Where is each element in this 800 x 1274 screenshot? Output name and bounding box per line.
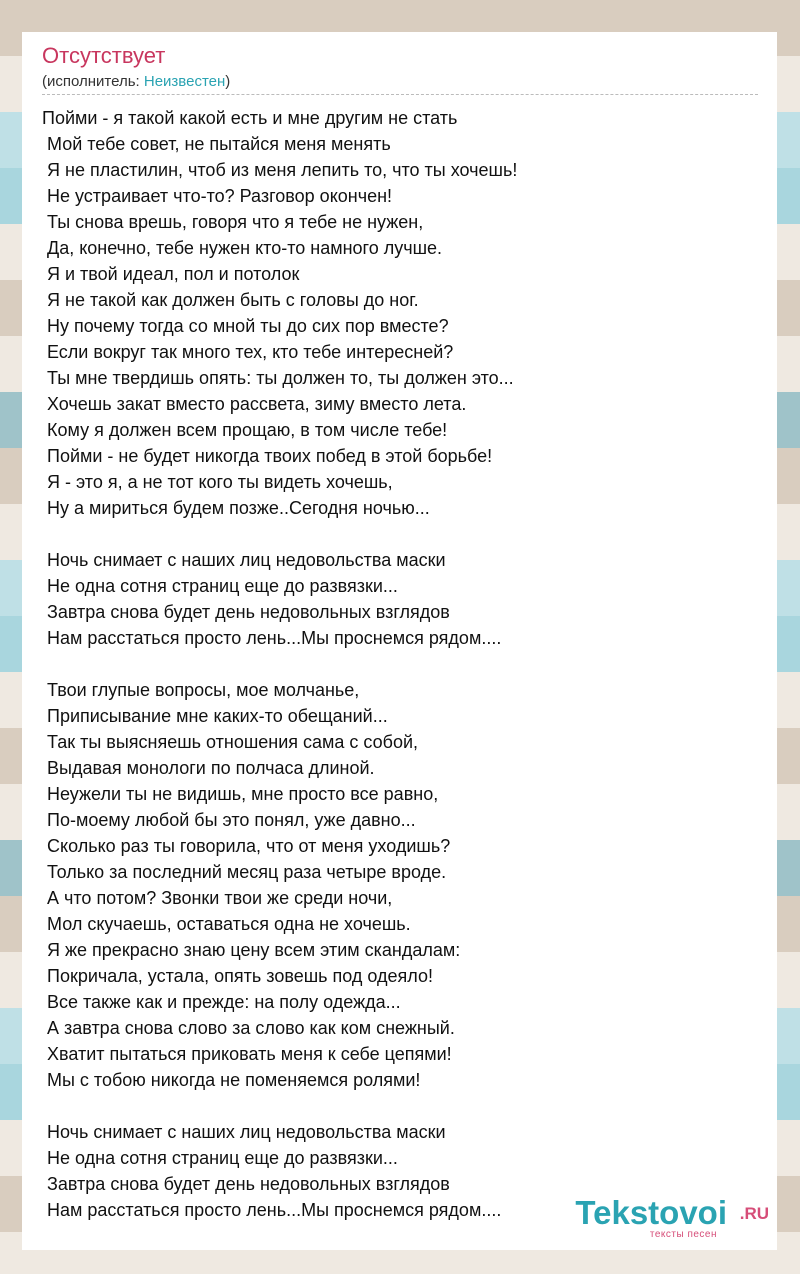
lyric-line: Сколько раз ты говорила, что от меня уходишь? (42, 836, 451, 856)
lyric-line: Хватит пытаться приковать меня к себе цепями! (42, 1044, 452, 1064)
lyric-line: Твои глупые вопросы, мое молчанье, (42, 680, 360, 700)
lyric-line: Я и твой идеал, пол и потолок (42, 264, 300, 284)
lyric-line (42, 1093, 517, 1119)
lyric-line: Я же прекрасно знаю цену всем этим скандалам: (42, 940, 461, 960)
lyric-line: Я не пластилин, чтоб из меня лепить то, что ты хочешь! (42, 160, 518, 180)
lyric-line: Да, конечно, тебе нужен кто-то намного лучше. (42, 238, 443, 258)
site-logo[interactable] (557, 1194, 777, 1242)
lyrics-card (22, 32, 777, 1250)
logo-name: Tekstovoi (575, 1194, 727, 1231)
lyric-line: Мол скучаешь, оставаться одна не хочешь. (42, 914, 411, 934)
lyric-line: Ну почему тогда со мной ты до сих пор вместе? (42, 316, 449, 336)
lyric-line: Ну а мириться будем позже..Сегодня ночью... (42, 498, 430, 518)
lyric-line: Завтра снова будет день недовольных взглядов (42, 1174, 450, 1194)
lyric-line: Мой тебе совет, не пытайся меня менять (42, 134, 391, 154)
lyric-line: Ночь снимает с наших лиц недовольства маски (42, 1122, 446, 1142)
lyric-line: Ты мне твердишь опять: ты должен то, ты должен это... (42, 368, 514, 388)
lyric-line: Если вокруг так много тех, кто тебе интересней? (42, 342, 454, 362)
song-title: Отсутствует (42, 43, 166, 68)
lyric-line: Не устраивает что-то? Разговор окончен! (42, 186, 393, 206)
lyric-line: Пойми - я такой какой есть и мне другим не стать (42, 108, 458, 128)
artist-line (42, 73, 230, 90)
lyric-line: Кому я должен всем прощаю, в том числе тебе! (42, 420, 448, 440)
header-divider (42, 94, 758, 95)
lyric-line (42, 521, 517, 547)
lyric-line: Нам расстаться просто лень...Мы проснемся рядом.... (42, 628, 502, 648)
lyric-line: Пойми - не будет никогда твоих побед в этой борьбе! (42, 446, 493, 466)
lyric-line: Ты снова врешь, говоря что я тебе не нужен, (42, 212, 424, 232)
lyric-line: Ночь снимает с наших лиц недовольства маски (42, 550, 446, 570)
lyric-line: Не одна сотня страниц еще до развязки... (42, 576, 398, 596)
lyric-line: Не одна сотня страниц еще до развязки... (42, 1148, 398, 1168)
lyric-line: Выдавая монологи по полчаса длиной. (42, 758, 375, 778)
lyric-line: Я не такой как должен быть с головы до ног. (42, 290, 419, 310)
lyric-line: Хочешь закат вместо рассвета, зиму вместо лета. (42, 394, 467, 414)
lyric-line: Приписывание мне каких-то обещаний... (42, 706, 388, 726)
lyric-line: Покричала, устала, опять зовешь под одеяло! (42, 966, 433, 986)
lyric-line: А что потом? Звонки твои же среди ночи, (42, 888, 393, 908)
lyric-line: Я - это я, а не тот кого ты видеть хочешь, (42, 472, 393, 492)
lyrics-text (42, 105, 517, 1223)
lyric-line: По-моему любой бы это понял, уже давно... (42, 810, 416, 830)
artist-prefix: (исполнитель: (42, 73, 144, 90)
lyric-line: Мы с тобою никогда не поменяемся ролями! (42, 1070, 421, 1090)
lyric-line: Завтра снова будет день недовольных взглядов (42, 602, 450, 622)
lyric-line: Неужели ты не видишь, мне просто все равно, (42, 784, 439, 804)
lyric-line (42, 651, 517, 677)
lyric-line: А завтра снова слово за слово как ком снежный. (42, 1018, 455, 1038)
lyric-line: Нам расстаться просто лень...Мы проснемся рядом.... (42, 1200, 502, 1220)
lyric-line: Так ты выясняешь отношения сама с собой, (42, 732, 419, 752)
artist-link[interactable]: Неизвестен (143, 73, 226, 90)
logo-tagline: тексты песен (649, 1229, 717, 1240)
lyric-line: Все также как и прежде: на полу одежда... (42, 992, 401, 1012)
lyric-line: Только за последний месяц раза четыре вроде. (42, 862, 447, 882)
logo-tld: .RU (739, 1204, 769, 1223)
artist-suffix: ) (225, 73, 231, 90)
